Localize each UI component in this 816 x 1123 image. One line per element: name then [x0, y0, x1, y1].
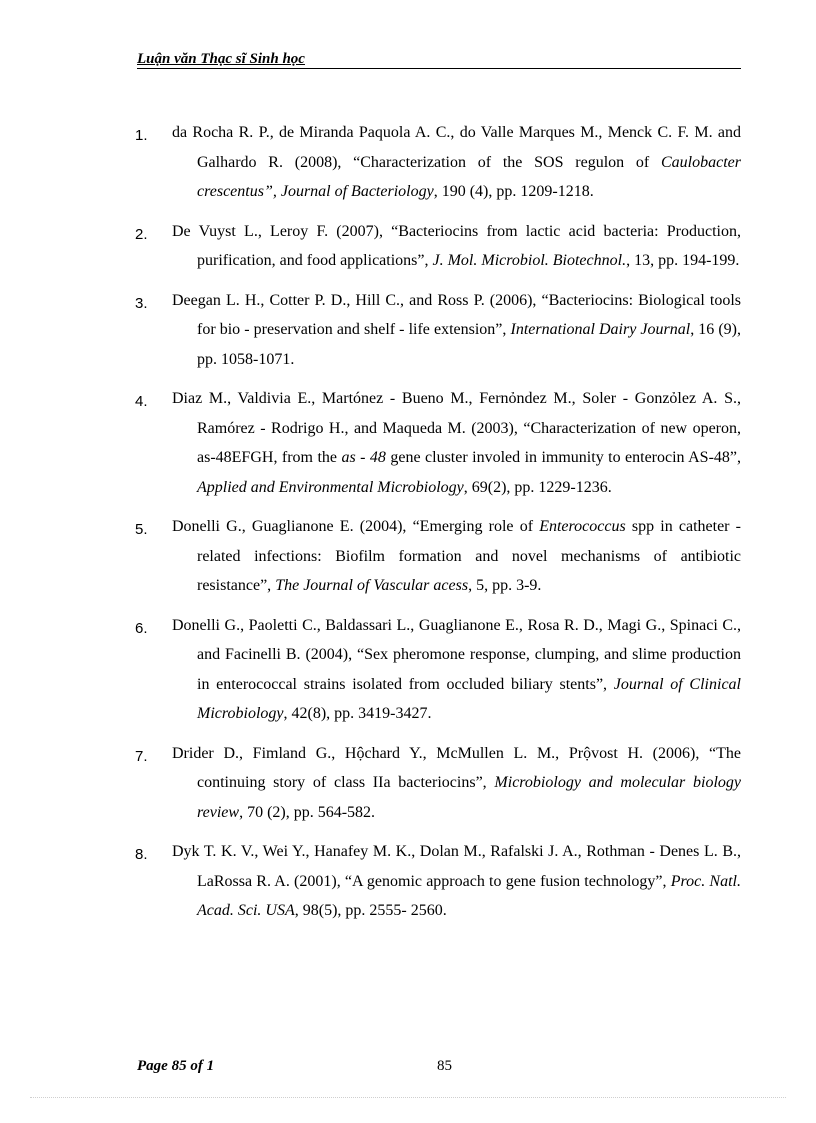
reference-italic-part: J. Mol. Microbiol. Biotechnol. [432, 252, 627, 269]
reference-italic-part: Microbiology and molecular biology review [197, 774, 741, 821]
reference-number: 5. [135, 521, 148, 538]
footer-page-label: Page 85 of 1 [137, 1058, 215, 1074]
reference-part: spp in catheter - related infections: Biofilm formation and novel mechanisms of antibiotic resistance”, [197, 518, 741, 594]
reference-part: Dyk T. K. V., Wei Y., Hanafey M. K., Dolan M., Rafalski J. A., Rothman - Denes L. B., LaRossa R. A. (2001), “A genomic approach to gene fusion technology”, [172, 843, 741, 890]
reference-item [135, 217, 741, 276]
reference-italic-part: The Journal of Vascular acess [275, 577, 469, 594]
reference-number: 8. [135, 846, 148, 863]
reference-italic-part: Enterococcus [539, 518, 626, 535]
reference-number: 2. [135, 225, 148, 243]
reference-part: , 13, pp. 194-199. [626, 252, 740, 269]
footer-page-number: 85 [437, 1058, 452, 1074]
reference-italic-part: Journal of Clinical Microbiology [197, 675, 741, 722]
reference-number: 3. [135, 294, 148, 312]
reference-item [135, 611, 741, 729]
page-bottom-divider [30, 1097, 786, 1098]
reference-number: 4. [135, 393, 148, 410]
reference-text [172, 512, 741, 601]
reference-item [135, 739, 741, 828]
reference-part: gene cluster involed in immunity to enterocin AS-48”, [385, 449, 742, 466]
reference-text [172, 217, 741, 276]
reference-part: Diaz M., Valdivia E., Martónez - Bueno M., Fernỏndez M., Soler - Gonzỏlez A. S., Ramórez - Rodrigo H., and Maqueda M. (2003), “Characterization of new operon, as-48EFGH, from the [172, 390, 741, 466]
reference-part: da Rocha R. P., de Miranda Paquola A. C., do Valle Marques M., Menck C. F. M. and Galhardo R. (2008), “Characterization of the SOS regulon of [172, 124, 741, 171]
reference-text [172, 739, 741, 828]
reference-part: , 69(2), pp. 1229-1236. [463, 478, 612, 496]
page-footer [137, 1058, 741, 1078]
reference-list [135, 118, 741, 936]
reference-part: Drider D., Fimland G., Hộchard Y., McMullen L. M., Prộvost H. (2006), “The continuing story of class IIa bacteriocins”, [172, 744, 741, 791]
reference-text [172, 286, 741, 375]
reference-italic-part: Proc. Natl. Acad. Sci. USA [197, 872, 741, 919]
reference-part: Donelli G., Paoletti C., Baldassari L., Guaglianone E., Rosa R. D., Magi G., Spinaci C., and Facinelli B. (2004), “Sex pheromone response, clumping, and slime production in enterococcal strains isolated from occluded biliary stents”, [172, 616, 741, 693]
reference-number: 6. [135, 619, 148, 637]
reference-part: , 42(8), pp. 3419-3427. [283, 705, 432, 722]
reference-text [172, 837, 741, 926]
reference-part: , 16 (9), pp. 1058-1071. [197, 321, 741, 368]
reference-part: De Vuyst L., Leroy F. (2007), “Bacteriocins from lactic acid bacteria: Production, purification, and food applications”, [172, 222, 741, 269]
reference-text [172, 611, 741, 729]
reference-text [172, 384, 742, 502]
reference-part: Deegan L. H., Cotter P. D., Hill C., and Ross P. (2006), “Bacteriocins: Biological tools for bio - preservation and shelf - life extension”, [172, 291, 741, 338]
reference-text [172, 118, 741, 207]
reference-italic-part: International Dairy Journal [510, 321, 691, 338]
reference-item [135, 118, 741, 207]
reference-part: , 70 (2), pp. 564-582. [239, 803, 376, 821]
reference-number: 7. [135, 747, 148, 765]
reference-item [135, 512, 741, 601]
header-title: Luận văn Thạc sĩ Sinh học [137, 51, 305, 67]
reference-part: Donelli G., Guaglianone E. (2004), “Emerging role of [172, 518, 540, 535]
reference-item [135, 837, 741, 926]
page-header [137, 50, 741, 69]
reference-number: 1. [135, 127, 148, 144]
reference-part: , 5, pp. 3-9. [468, 577, 542, 594]
reference-item [135, 286, 741, 375]
reference-part: , 98(5), pp. 2555- 2560. [294, 902, 447, 919]
reference-italic-part: Applied and Environmental Microbiology [197, 478, 464, 496]
reference-italic-part: as - 48 [341, 449, 386, 466]
reference-item [135, 384, 741, 502]
reference-part: , 190 (4), pp. 1209-1218. [433, 183, 594, 200]
reference-italic-part: Caulobacter crescentus”, Journal of Bacteriology [197, 153, 741, 200]
